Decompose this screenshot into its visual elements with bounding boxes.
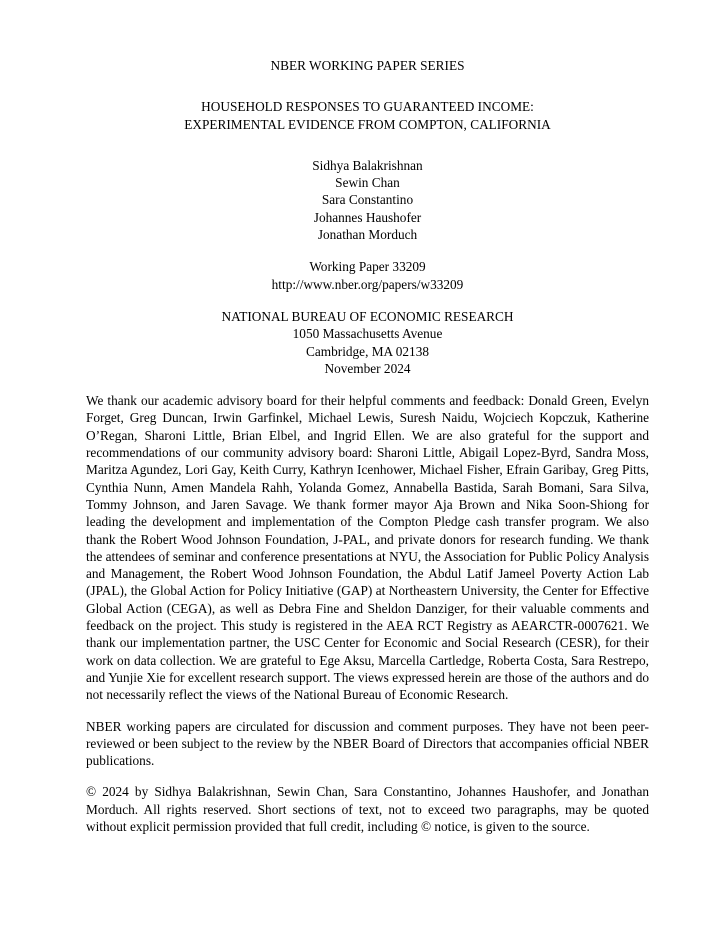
publication-date: November 2024 [324, 360, 411, 376]
paper-title [86, 98, 649, 133]
paper-title-line-1: HOUSEHOLD RESPONSES TO GUARANTEED INCOME: [201, 99, 534, 115]
working-paper-url[interactable]: http://www.nber.org/papers/w33209 [271, 276, 464, 292]
author-name: Sidhya Balakrishnan [312, 157, 423, 173]
institution-city: Cambridge, MA 02138 [306, 343, 429, 359]
working-paper-number: Working Paper 33209 [309, 259, 426, 275]
author-name: Sewin Chan [335, 175, 400, 191]
author-name: Sara Constantino [321, 192, 414, 208]
institution-block [86, 308, 649, 377]
disclaimer-paragraph: NBER working papers are circulated for discussion and comment purposes. They have not been peer-reviewed or been subject to the review by the NBER Board of Directors that accompanies official NBER publications. [86, 718, 649, 769]
paper-title-line-2: EXPERIMENTAL EVIDENCE FROM COMPTON, CALIFORNIA [184, 116, 551, 132]
author-name: Jonathan Morduch [317, 227, 418, 243]
working-paper-info [86, 258, 649, 293]
institution-street: 1050 Massachusetts Avenue [292, 326, 443, 342]
copyright-paragraph: © 2024 by Sidhya Balakrishnan, Sewin Chan, Sara Constantino, Johannes Haushofer, and Jonathan Morduch. All rights reserved. Short sections of text, not to exceed two paragraphs, may be quoted without explicit permission provided that full credit, including © notice, is given to the source. [86, 784, 649, 834]
acknowledgments-paragraph: We thank our academic advisory board for their helpful comments and feedback: Donald Green, Evelyn Forget, Greg Duncan, Irwin Garfinkel, Michael Lewis, Suresh Naidu, Wojciech Kopczuk, Katherine O’Regan, Sharoni Little, Brian Elbel, and Ingrid Ellen. We are also grateful for the support and recommendations of our community advisory board: Sharoni Little, Abigail Lopez-Byrd, Sandra Moss, Maritza Agundez, Lori Gay, Keith Curry, Kathryn Icenhower, Michael Fisher, Efrain Garibay, Greg Pitts, Cynthia Nunn, Amen Mandela Rahh, Yolanda Gomez, Annabella Bastida, Sarah Bomani, Sara Silva, Tommy Johnson, and Jaren Savage. We thank former mayor Aja Brown and Nika Soon-Shiong for leading the development and implementation of the Compton Pledge cash transfer program. We also thank the Robert Wood Johnson Foundation, J-PAL, and private donors for research funding. We thank the attendees of seminar and conference presentations at NYU, the Association for Public Policy Analysis and Management, the Robert Wood Johnson Foundation, the Abdul Latif Jameel Poverty Action Lab (JPAL), the Global Action for Policy Initiative (GAP) at Northeastern University, the Center for Effective Global Action (CEGA), as well as Debra Fine and Sheldon Danziger, for their valuable comments and feedback on the project. This study is registered in the AEA RCT Registry as AEARCTR-0007621. We thank our implementation partner, the USC Center for Economic and Social Research (CESR), for their work on data collection. We are grateful to Ege Aksu, Marcella Cartledge, Roberta Costa, Sara Restrepo, and Yunjie Xie for excellent research support. The views expressed herein are those of the authors and do not necessarily reflect the views of the National Bureau of Economic Research. [86, 393, 649, 703]
series-heading: NBER WORKING PAPER SERIES [270, 58, 465, 73]
author-name: Johannes Haushofer [313, 209, 422, 225]
institution-name: NATIONAL BUREAU OF ECONOMIC RESEARCH [221, 308, 514, 324]
author-list [86, 157, 649, 243]
